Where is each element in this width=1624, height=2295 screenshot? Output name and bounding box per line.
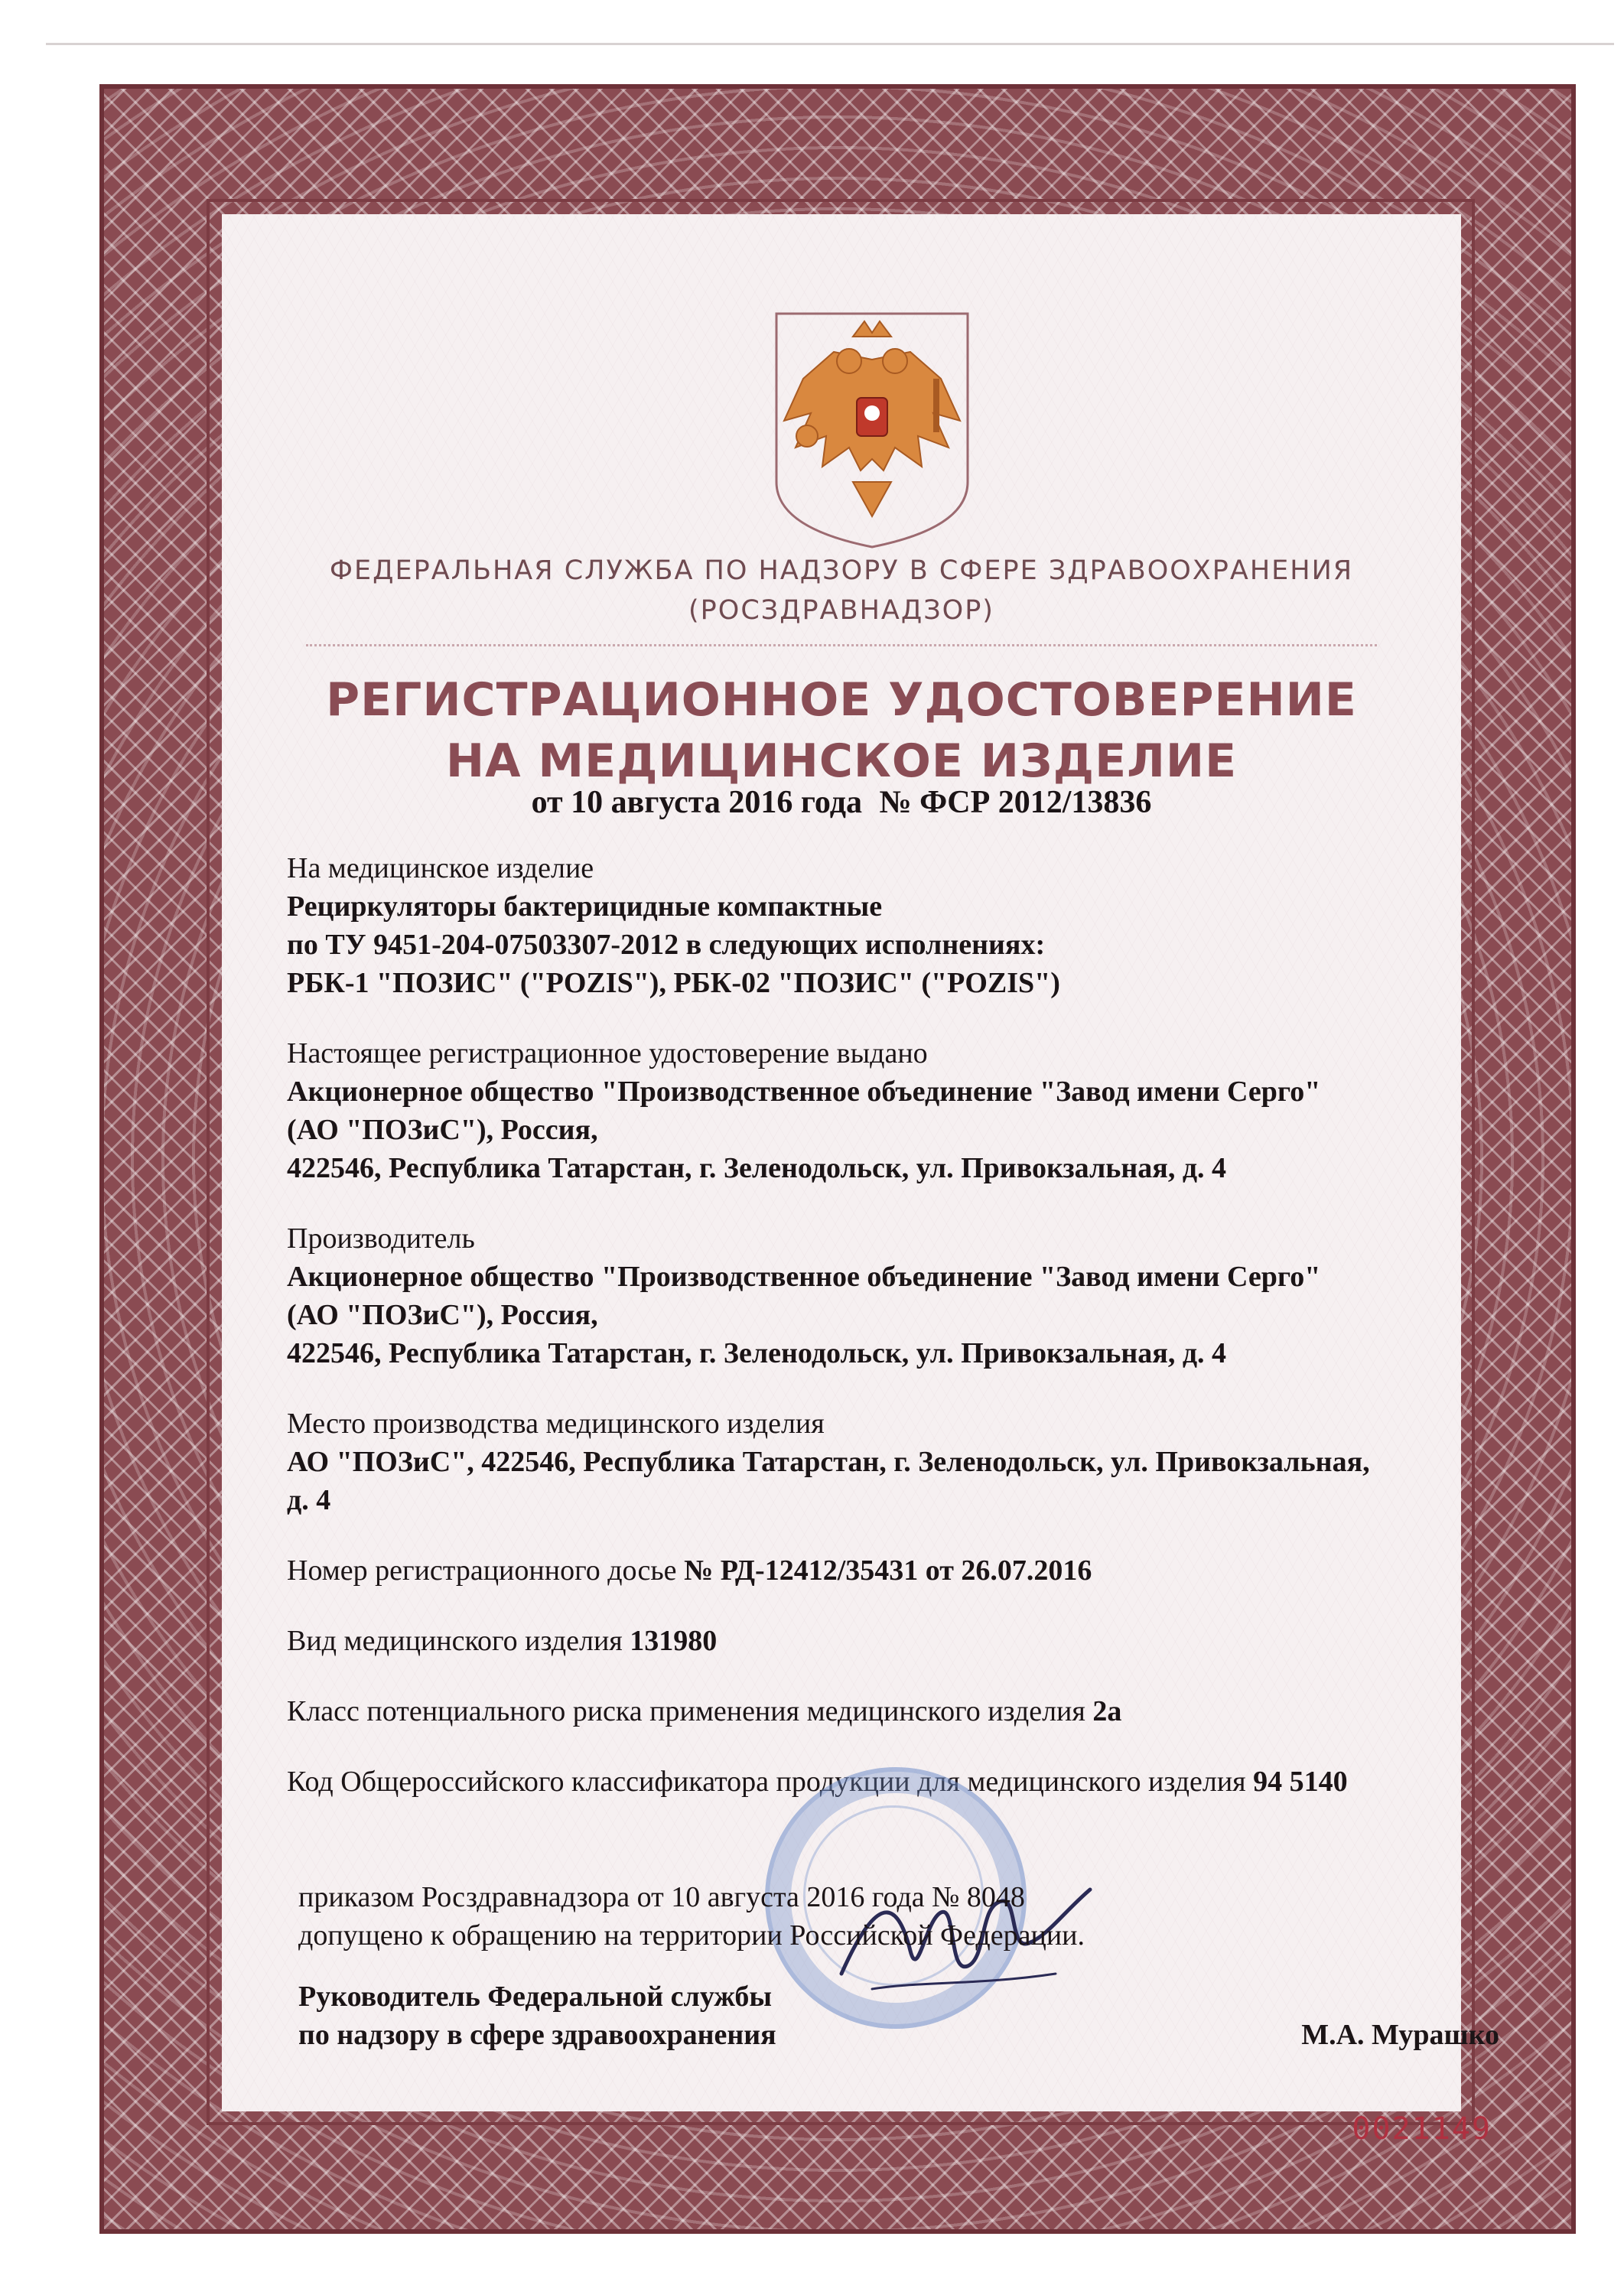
title-line-1: РЕГИСТРАЦИОННОЕ УДОСТОВЕРЕНИЕ [326, 673, 1357, 727]
risk-class-row [287, 1692, 1526, 1730]
issued-to-line-3: 422546, Республика Татарстан, г. Зеленодольск, ул. Привокзальная, д. 4 [287, 1152, 1227, 1184]
issue-date-number [229, 784, 1453, 821]
signatory-title [298, 1978, 987, 2054]
dossier-value: № РД-12412/35431 от 26.07.2016 [684, 1554, 1092, 1587]
okp-code-value: 94 5140 [1253, 1766, 1348, 1798]
issued-to-section [287, 1034, 1526, 1187]
dotted-separator [306, 644, 1377, 646]
production-site-line-2: д. 4 [287, 1484, 331, 1516]
coat-of-arms-icon [761, 306, 983, 551]
serial-number: 0021149 [1352, 2111, 1492, 2147]
device-type-row [287, 1622, 1526, 1660]
signatory-title-line-2: по надзору в сфере здравоохранения [298, 2019, 776, 2051]
production-site-line-1: АО "ПОЗиС", 422546, Республика Татарстан, г. Зеленодольск, ул. Привокзальная, [287, 1446, 1370, 1478]
production-site-section [287, 1405, 1526, 1519]
manufacturer-line-2: (АО "ПОЗиС"), Россия, [287, 1299, 598, 1331]
scan-edge-line [46, 43, 1614, 45]
device-line-2: по ТУ 9451-204-07503307-2012 в следующих исполнениях: [287, 929, 1046, 961]
issue-date: от 10 августа 2016 года [531, 785, 862, 820]
certificate-number: № ФСР 2012/13836 [879, 785, 1152, 820]
okp-code-label: Код Общероссийского классификатора продукции для медицинского изделия [287, 1766, 1254, 1798]
device-type-label: Вид медицинского изделия [287, 1625, 630, 1657]
signatory-name: М.А. Мурашко [1301, 2019, 1499, 2051]
agency-name [229, 551, 1453, 630]
device-line-3: РБК-1 "ПОЗИС" ("POZIS"), РБК-02 "ПОЗИС" ("POZIS") [287, 967, 1060, 999]
manufacturer-line-1: Акционерное общество "Производственное объединение "Завод имени Серго" [287, 1261, 1321, 1293]
agency-name-line: ФЕДЕРАЛЬНАЯ СЛУЖБА ПО НАДЗОРУ В СФЕРЕ ЗДРАВООХРАНЕНИЯ [329, 555, 1354, 586]
device-label: На медицинское изделие [287, 852, 594, 884]
dossier-label: Номер регистрационного досье [287, 1554, 685, 1587]
manufacturer-label: Производитель [287, 1222, 475, 1255]
document-title [229, 669, 1453, 792]
manufacturer-section [287, 1219, 1526, 1372]
agency-short-name: (РОСЗДРАВНАДЗОР) [688, 595, 994, 626]
issued-to-line-2: (АО "ПОЗиС"), Россия, [287, 1114, 598, 1146]
certificate-body [287, 849, 1526, 1833]
decree-line-1: приказом Росздравнадзора от 10 августа 2016 года № 8048 [298, 1881, 1025, 1913]
issued-to-label: Настоящее регистрационное удостоверение выдано [287, 1037, 928, 1069]
dossier-row [287, 1551, 1526, 1590]
decree-text [298, 1878, 1446, 1955]
device-line-1: Рециркуляторы бактерицидные компактные [287, 890, 883, 923]
device-type-value: 131980 [630, 1625, 718, 1657]
risk-class-value: 2а [1092, 1695, 1122, 1727]
decree-line-2: допущено к обращению на территории Российской Федерации. [298, 1919, 1085, 1952]
signatory-title-line-1: Руководитель Федеральной службы [298, 1981, 773, 2013]
production-site-label: Место производства медицинского изделия [287, 1408, 825, 1440]
title-line-2: НА МЕДИЦИНСКОЕ ИЗДЕЛИЕ [445, 734, 1238, 788]
risk-class-label: Класс потенциального риска применения медицинского изделия [287, 1695, 1093, 1727]
manufacturer-line-3: 422546, Республика Татарстан, г. Зеленодольск, ул. Привокзальная, д. 4 [287, 1337, 1227, 1369]
issued-to-line-1: Акционерное общество "Производственное объединение "Завод имени Серго" [287, 1076, 1321, 1108]
device-section [287, 849, 1526, 1002]
